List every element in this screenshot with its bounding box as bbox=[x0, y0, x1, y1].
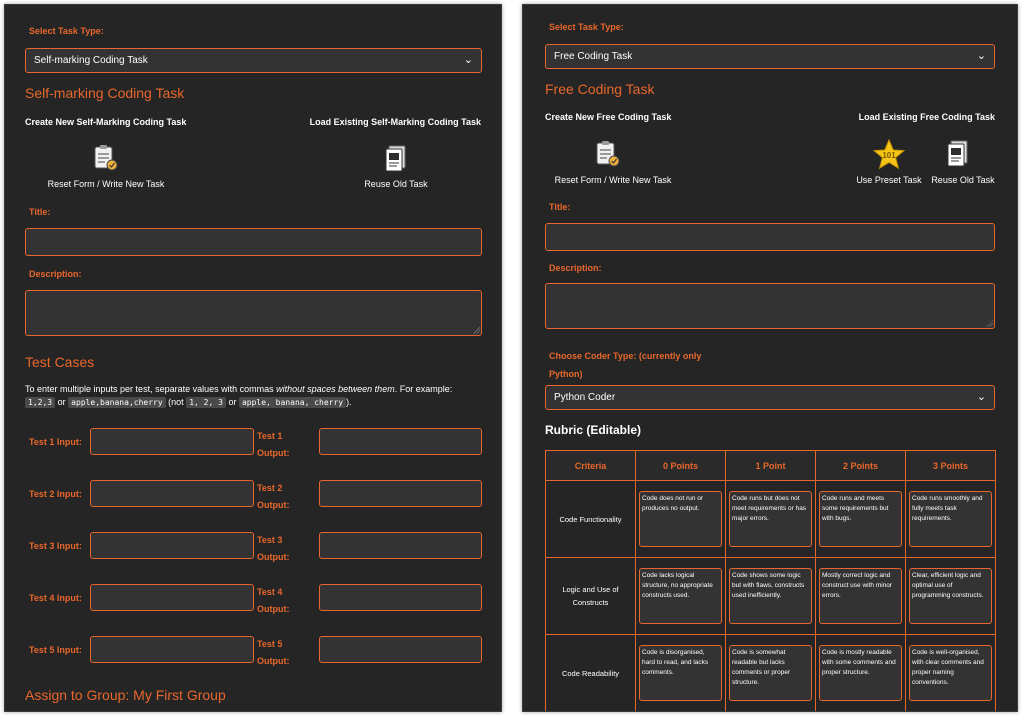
test-input-field[interactable] bbox=[90, 636, 254, 663]
load-existing-label: Load Existing Free Coding Task bbox=[858, 112, 995, 122]
example-code: 1, 2, 3 bbox=[186, 397, 226, 408]
test-output-label bbox=[257, 636, 289, 670]
test-output-label-line: Output: bbox=[257, 448, 290, 458]
task-heading: Free Coding Task bbox=[545, 81, 655, 97]
test-input-label: Test 4 Input: bbox=[29, 593, 82, 603]
self-marking-task-panel bbox=[4, 4, 502, 712]
test-output-label-line: Test 3 bbox=[257, 535, 283, 545]
reset-form-label: Reset Form / Write New Task bbox=[554, 175, 672, 185]
rubric-cell-editor[interactable]: Code is mostly readable with some comments and proper structure. bbox=[819, 645, 902, 701]
test-cases-heading: Test Cases bbox=[25, 354, 95, 370]
rubric-table bbox=[545, 450, 996, 712]
description-textarea[interactable] bbox=[25, 290, 482, 336]
test-output-label bbox=[257, 584, 289, 618]
document-stack-icon bbox=[945, 139, 971, 169]
rubric-cell-editor[interactable]: Code is well-organised, with clear comments and proper naming conventions. bbox=[909, 645, 992, 701]
task-type-value: Self-marking Coding Task bbox=[34, 55, 148, 66]
chevron-down-icon: ⌄ bbox=[463, 54, 473, 66]
test-input-field[interactable] bbox=[90, 584, 254, 611]
coder-type-label-line: Python) bbox=[549, 369, 583, 379]
test-output-label bbox=[257, 480, 289, 514]
reuse-old-task-button[interactable] bbox=[383, 144, 409, 174]
select-task-type-label: Select Task Type: bbox=[549, 22, 624, 32]
coder-type-label-line: Choose Coder Type: (currently only bbox=[549, 351, 702, 361]
description-label: Description: bbox=[549, 263, 602, 273]
title-input[interactable] bbox=[545, 223, 995, 251]
rubric-cell-editor[interactable]: Code shows some logic but with flaws, constructs used inefficiently. bbox=[729, 568, 812, 624]
use-preset-task-button[interactable] bbox=[873, 139, 905, 171]
not-text: (not bbox=[168, 397, 184, 407]
reset-form-label: Reset Form / Write New Task bbox=[47, 179, 165, 189]
reset-form-button[interactable] bbox=[593, 140, 621, 168]
rubric-header: 0 Points bbox=[636, 451, 726, 481]
test-input-field[interactable] bbox=[90, 480, 254, 507]
test-output-label-line: Test 5 bbox=[257, 639, 283, 649]
use-preset-task-label: Use Preset Task bbox=[856, 175, 922, 185]
test-output-label bbox=[257, 532, 289, 566]
coder-type-label bbox=[549, 347, 701, 383]
chevron-down-icon: ⌄ bbox=[976, 391, 986, 403]
test-output-label-line: Output: bbox=[257, 500, 290, 510]
test-input-field[interactable] bbox=[90, 532, 254, 559]
example-code: 1,2,3 bbox=[25, 397, 55, 408]
rubric-header-row bbox=[546, 451, 996, 481]
test-output-label-line: Test 2 bbox=[257, 483, 283, 493]
preset-badge-text: 101 bbox=[882, 151, 896, 160]
test-row bbox=[5, 633, 502, 673]
test-output-field[interactable] bbox=[319, 636, 482, 663]
resize-grip-icon[interactable] bbox=[986, 320, 993, 327]
reuse-old-task-label: Reuse Old Task bbox=[931, 175, 995, 185]
resize-grip-icon[interactable] bbox=[473, 327, 480, 334]
test-row bbox=[5, 529, 502, 569]
instructions-text-end: . For example: bbox=[394, 384, 453, 394]
rubric-row bbox=[546, 635, 996, 712]
rubric-header: 1 Point bbox=[726, 451, 816, 481]
description-textarea[interactable] bbox=[545, 283, 995, 329]
task-type-select[interactable] bbox=[545, 44, 995, 69]
rubric-row bbox=[546, 481, 996, 558]
reuse-old-task-button[interactable] bbox=[945, 139, 971, 169]
rubric-cell-editor[interactable]: Code runs smoothly and fully meets task requirements. bbox=[909, 491, 992, 547]
rubric-cell-editor[interactable]: Code runs and meets some requirements but with bugs. bbox=[819, 491, 902, 547]
rubric-criteria: Logic and Use of Constructs bbox=[562, 585, 619, 607]
test-output-field[interactable] bbox=[319, 480, 482, 507]
test-output-label-line: Output: bbox=[257, 656, 290, 666]
test-input-label: Test 3 Input: bbox=[29, 541, 82, 551]
test-input-label: Test 2 Input: bbox=[29, 489, 82, 499]
or-text: or bbox=[57, 397, 66, 407]
test-output-label bbox=[257, 428, 289, 462]
test-row bbox=[5, 477, 502, 517]
clipboard-edit-icon bbox=[593, 140, 621, 168]
example-code: apple,banana,cherry bbox=[68, 397, 166, 408]
coder-type-select[interactable] bbox=[545, 385, 995, 410]
create-new-label: Create New Free Coding Task bbox=[545, 112, 672, 122]
test-row bbox=[5, 425, 502, 465]
description-label: Description: bbox=[29, 269, 82, 279]
rubric-criteria: Code Functionality bbox=[559, 514, 622, 524]
test-output-field[interactable] bbox=[319, 584, 482, 611]
test-input-field[interactable] bbox=[90, 428, 254, 455]
example-code: apple, banana, cherry bbox=[239, 397, 346, 408]
free-coding-task-panel bbox=[522, 4, 1018, 712]
chevron-down-icon: ⌄ bbox=[976, 50, 986, 62]
rubric-cell-editor[interactable]: Code does not run or produces no output. bbox=[639, 491, 722, 547]
coder-type-value: Python Coder bbox=[554, 392, 616, 403]
task-type-select[interactable] bbox=[25, 48, 482, 73]
test-input-label: Test 1 Input: bbox=[29, 437, 82, 447]
rubric-heading: Rubric (Editable) bbox=[545, 423, 642, 437]
test-row bbox=[5, 581, 502, 621]
test-cases-instructions bbox=[25, 383, 485, 409]
rubric-header: 3 Points bbox=[906, 451, 996, 481]
or-text: or bbox=[228, 397, 237, 407]
instructions-text: To enter multiple inputs per test, separate values with commas bbox=[25, 384, 277, 394]
instructions-emphasis: without spaces between them bbox=[276, 384, 395, 394]
title-label: Title: bbox=[29, 207, 51, 217]
rubric-header: 2 Points bbox=[816, 451, 906, 481]
reset-form-button[interactable] bbox=[91, 144, 119, 172]
rubric-cell-editor[interactable]: Code is disorganised, hard to read, and lacks comments. bbox=[639, 645, 722, 701]
clipboard-edit-icon bbox=[91, 144, 119, 172]
task-heading: Self-marking Coding Task bbox=[25, 85, 185, 101]
title-input[interactable] bbox=[25, 228, 482, 256]
test-input-label: Test 5 Input: bbox=[29, 645, 82, 655]
reuse-old-task-label: Reuse Old Task bbox=[364, 179, 428, 189]
document-stack-icon bbox=[383, 144, 409, 174]
rubric-cell-editor[interactable]: Code is somewhat readable but lacks comments or proper structure. bbox=[729, 645, 812, 701]
test-output-field[interactable] bbox=[319, 532, 482, 559]
rubric-row bbox=[546, 558, 996, 635]
rubric-cell-editor[interactable]: Code runs but does not meet requirements or has major errors. bbox=[729, 491, 812, 547]
test-output-label-line: Test 1 bbox=[257, 431, 283, 441]
rubric-cell-editor[interactable]: Code lacks logical structure, no appropriate constructs used. bbox=[639, 568, 722, 624]
rubric-header: Criteria bbox=[546, 451, 636, 481]
test-output-field[interactable] bbox=[319, 428, 482, 455]
task-type-value: Free Coding Task bbox=[554, 51, 633, 62]
close-paren-text: ). bbox=[346, 397, 352, 407]
title-label: Title: bbox=[549, 202, 571, 212]
rubric-criteria: Code Readability bbox=[561, 668, 620, 678]
select-task-type-label: Select Task Type: bbox=[29, 26, 104, 36]
load-existing-label: Load Existing Self-Marking Coding Task bbox=[309, 117, 481, 127]
test-output-label-line: Output: bbox=[257, 604, 290, 614]
test-output-label-line: Output: bbox=[257, 552, 290, 562]
rubric-cell-editor[interactable]: Mostly correct logic and construct use with minor errors. bbox=[819, 568, 902, 624]
test-output-label-line: Test 4 bbox=[257, 587, 283, 597]
create-new-label: Create New Self-Marking Coding Task bbox=[25, 117, 187, 127]
rubric-cell-editor[interactable]: Clear, efficient logic and optimal use of programming constructs. bbox=[909, 568, 992, 624]
assign-group-heading: Assign to Group: My First Group bbox=[25, 687, 226, 703]
